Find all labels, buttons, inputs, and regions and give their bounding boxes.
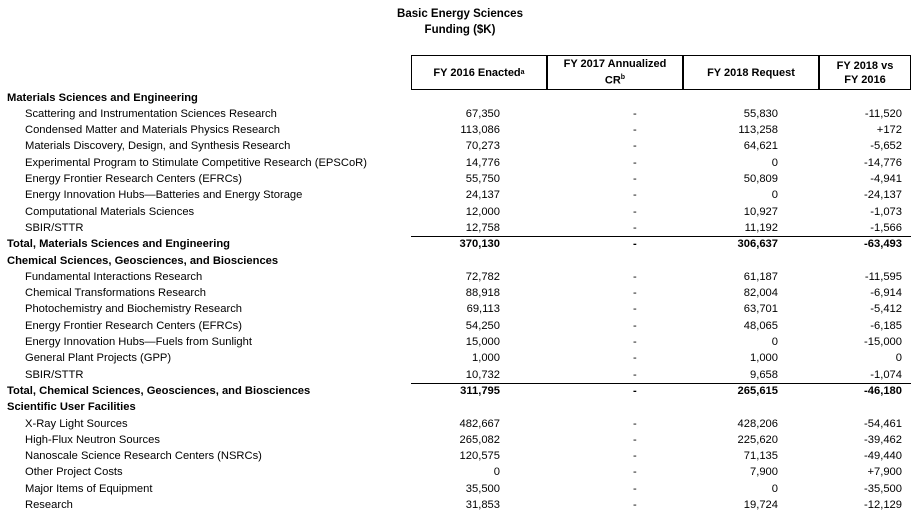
cell-fy2016: 88,918 — [465, 287, 500, 300]
row-label: Total, Materials Sciences and Engineering — [7, 238, 230, 251]
cell-diff: -1,566 — [870, 221, 902, 234]
cell-fy2017: - — [633, 417, 637, 430]
row-label: Energy Frontier Research Centers (EFRCs) — [25, 173, 242, 185]
table-row — [0, 122, 919, 138]
cell-fy2017: - — [633, 482, 637, 495]
cell-fy2017: - — [633, 336, 637, 348]
cell-fy2017: - — [633, 107, 637, 120]
cell-fy2018: 64,621 — [743, 140, 778, 153]
total-row — [0, 236, 919, 252]
cell-diff: -6,185 — [870, 319, 902, 332]
cell-fy2017: - — [633, 238, 637, 251]
row-label: Computational Materials Sciences — [25, 205, 195, 218]
cell-fy2018: 7,900 — [750, 466, 778, 479]
cell-diff: +7,900 — [867, 466, 902, 479]
title-line-1: Basic Energy Sciences — [397, 8, 523, 20]
row-label: Other Project Costs — [25, 466, 123, 479]
cell-diff: -54,461 — [864, 417, 902, 430]
table-row — [0, 481, 919, 497]
table-row — [0, 106, 919, 122]
cell-fy2016: 54,250 — [465, 319, 500, 332]
cell-fy2016: 12,758 — [465, 221, 500, 234]
header-fy2017 — [547, 55, 683, 90]
header-diff — [819, 55, 911, 90]
cell-fy2017: - — [633, 140, 637, 153]
cell-fy2016: 10,732 — [465, 368, 500, 381]
cell-fy2016: 0 — [493, 466, 500, 479]
cell-fy2018: 11,192 — [744, 221, 778, 234]
header-fy2017-line1: FY 2017 Annualized — [563, 58, 667, 71]
cell-fy2016: 113,086 — [460, 124, 500, 137]
table-row — [0, 416, 919, 432]
row-label: Experimental Program to Stimulate Competitive Research (EPSCoR) — [25, 156, 367, 169]
cell-fy2017: - — [633, 368, 637, 381]
cell-fy2018: 61,187 — [743, 270, 778, 283]
cell-diff: -5,652 — [870, 140, 902, 153]
cell-fy2018: 55,830 — [743, 107, 778, 120]
header-fy2016 — [411, 55, 547, 90]
table-row — [0, 269, 919, 285]
cell-fy2016: 311,795 — [460, 384, 500, 397]
cell-fy2016: 265,082 — [459, 433, 500, 446]
cell-diff: -49,440 — [864, 450, 902, 463]
cell-fy2016: 72,782 — [465, 270, 500, 283]
header-fy2017-line2-wrap — [605, 71, 625, 88]
header-diff-line1: FY 2018 vs — [836, 59, 894, 72]
cell-fy2017: - — [633, 124, 637, 137]
cell-diff: -12,129 — [864, 499, 902, 511]
cell-fy2018: 428,206 — [737, 417, 778, 430]
row-label: SBIR/STTR — [25, 221, 84, 234]
cell-diff: -11,595 — [864, 270, 902, 283]
section-header-row — [0, 90, 919, 106]
cell-fy2017: - — [633, 352, 637, 365]
header-fy2018-label: FY 2018 Request — [707, 66, 795, 79]
total-rule — [411, 383, 547, 384]
cell-fy2016: 35,500 — [465, 482, 500, 495]
row-label: Research — [25, 499, 73, 511]
cell-fy2016: 24,137 — [465, 189, 500, 202]
cell-diff: -5,412 — [870, 303, 902, 316]
total-rule — [819, 383, 911, 384]
cell-fy2017: - — [633, 287, 637, 300]
title-line-2: Funding ($K) — [424, 24, 496, 36]
cell-fy2016: 1,000 — [472, 352, 500, 365]
cell-fy2018: 50,809 — [743, 173, 778, 185]
header-fy2018 — [683, 55, 819, 90]
table-row — [0, 187, 919, 203]
row-label: Total, Chemical Sciences, Geosciences, and Biosciences — [7, 384, 311, 397]
row-label: Photochemistry and Biochemistry Research — [25, 303, 243, 316]
cell-fy2017: - — [633, 384, 637, 397]
row-label: Energy Innovation Hubs—Fuels from Sunlight — [25, 336, 252, 348]
cell-fy2018: 10,927 — [743, 205, 778, 218]
table-row — [0, 220, 919, 236]
cell-fy2017: - — [633, 221, 637, 234]
row-label: Materials Sciences and Engineering — [7, 91, 198, 104]
cell-fy2018: 306,637 — [737, 238, 778, 251]
cell-fy2016: 120,575 — [459, 450, 500, 463]
header-fy2017-footnote: b — [620, 74, 626, 82]
cell-fy2018: 0 — [771, 156, 778, 169]
cell-fy2018: 265,615 — [737, 384, 778, 397]
row-label: SBIR/STTR — [25, 368, 84, 381]
table-row — [0, 285, 919, 301]
cell-fy2017: - — [633, 303, 637, 316]
total-rule — [411, 236, 547, 237]
total-rule — [547, 383, 683, 384]
table-title — [330, 6, 590, 38]
row-label: Major Items of Equipment — [25, 482, 153, 495]
cell-fy2016: 67,350 — [465, 107, 500, 120]
row-label: X-Ray Light Sources — [25, 417, 128, 430]
cell-fy2017: - — [633, 319, 637, 332]
cell-fy2016: 370,130 — [459, 238, 500, 251]
header-fy2017-line2: CR — [604, 74, 621, 87]
cell-fy2016: 69,113 — [466, 303, 500, 316]
header-fy2016-label: FY 2016 Enacted — [433, 66, 521, 79]
table-row — [0, 350, 919, 366]
cell-fy2018: 0 — [771, 189, 778, 202]
cell-fy2016: 15,000 — [465, 336, 500, 348]
cell-diff: -1,073 — [870, 205, 902, 218]
cell-diff: -15,000 — [864, 336, 902, 348]
cell-diff: -24,137 — [864, 189, 902, 202]
cell-fy2016: 31,853 — [465, 499, 500, 511]
cell-fy2017: - — [633, 466, 637, 479]
table-row — [0, 497, 919, 513]
cell-fy2018: 48,065 — [743, 319, 778, 332]
row-label: Fundamental Interactions Research — [25, 270, 203, 283]
cell-diff: -46,180 — [864, 384, 902, 397]
cell-fy2016: 70,273 — [465, 140, 500, 153]
cell-diff: -6,914 — [870, 287, 902, 300]
section-header-row — [0, 399, 919, 415]
total-row — [0, 383, 919, 399]
table-row — [0, 334, 919, 350]
table-row — [0, 464, 919, 480]
cell-diff: -14,776 — [864, 156, 902, 169]
section-header-row — [0, 253, 919, 269]
row-label: General Plant Projects (GPP) — [25, 352, 172, 365]
cell-fy2018: 225,620 — [737, 433, 778, 446]
cell-fy2017: - — [633, 433, 637, 446]
cell-fy2017: - — [633, 205, 637, 218]
cell-diff: -1,074 — [870, 368, 902, 381]
cell-diff: +172 — [876, 124, 902, 137]
row-label: Chemical Transformations Research — [25, 287, 206, 300]
total-rule — [547, 236, 683, 237]
cell-fy2017: - — [633, 499, 637, 511]
cell-fy2018: 0 — [771, 482, 778, 495]
row-label: Scattering and Instrumentation Sciences Research — [25, 107, 277, 120]
row-label: High-Flux Neutron Sources — [25, 433, 160, 446]
cell-fy2017: - — [633, 189, 637, 202]
cell-diff: -4,941 — [870, 173, 902, 185]
cell-fy2018: 19,724 — [743, 499, 778, 511]
table-row — [0, 432, 919, 448]
cell-diff: -63,493 — [864, 238, 902, 251]
row-label: Scientific User Facilities — [7, 401, 136, 414]
total-rule — [683, 383, 819, 384]
cell-diff: -35,500 — [864, 482, 902, 495]
cell-fy2016: 14,776 — [465, 156, 500, 169]
row-label: Energy Innovation Hubs—Batteries and Energy Storage — [25, 189, 303, 202]
table-row — [0, 171, 919, 187]
header-diff-line2: FY 2016 — [844, 73, 886, 86]
row-label: Condensed Matter and Materials Physics Research — [25, 124, 280, 137]
cell-fy2016: 482,667 — [459, 417, 500, 430]
cell-fy2018: 9,658 — [750, 368, 778, 381]
cell-fy2018: 0 — [771, 336, 778, 348]
cell-fy2017: - — [633, 156, 637, 169]
cell-fy2018: 71,135 — [743, 450, 778, 463]
cell-diff: -39,462 — [864, 433, 902, 446]
table-row — [0, 204, 919, 220]
row-label: Chemical Sciences, Geosciences, and Biosciences — [7, 254, 279, 267]
table-row — [0, 367, 919, 383]
cell-fy2018: 82,004 — [743, 287, 778, 300]
cell-diff: -11,520 — [864, 107, 902, 120]
cell-fy2017: - — [633, 450, 637, 463]
cell-fy2018: 1,000 — [750, 352, 778, 365]
total-rule — [683, 236, 819, 237]
cell-fy2018: 63,701 — [743, 303, 778, 316]
table-row — [0, 301, 919, 317]
table-row — [0, 138, 919, 154]
cell-diff: 0 — [895, 352, 902, 365]
cell-fy2017: - — [633, 270, 637, 283]
cell-fy2017: - — [633, 173, 637, 185]
row-label: Materials Discovery, Design, and Synthesis Research — [25, 140, 291, 153]
cell-fy2018: 113,258 — [738, 124, 778, 137]
total-rule — [819, 236, 911, 237]
cell-fy2016: 12,000 — [465, 205, 500, 218]
row-label: Energy Frontier Research Centers (EFRCs) — [25, 319, 242, 332]
table-row — [0, 318, 919, 334]
cell-fy2016: 55,750 — [465, 173, 500, 185]
table-row — [0, 155, 919, 171]
row-label: Nanoscale Science Research Centers (NSRCs) — [25, 450, 262, 463]
header-fy2016-footnote: a — [520, 68, 525, 76]
table-row — [0, 448, 919, 464]
